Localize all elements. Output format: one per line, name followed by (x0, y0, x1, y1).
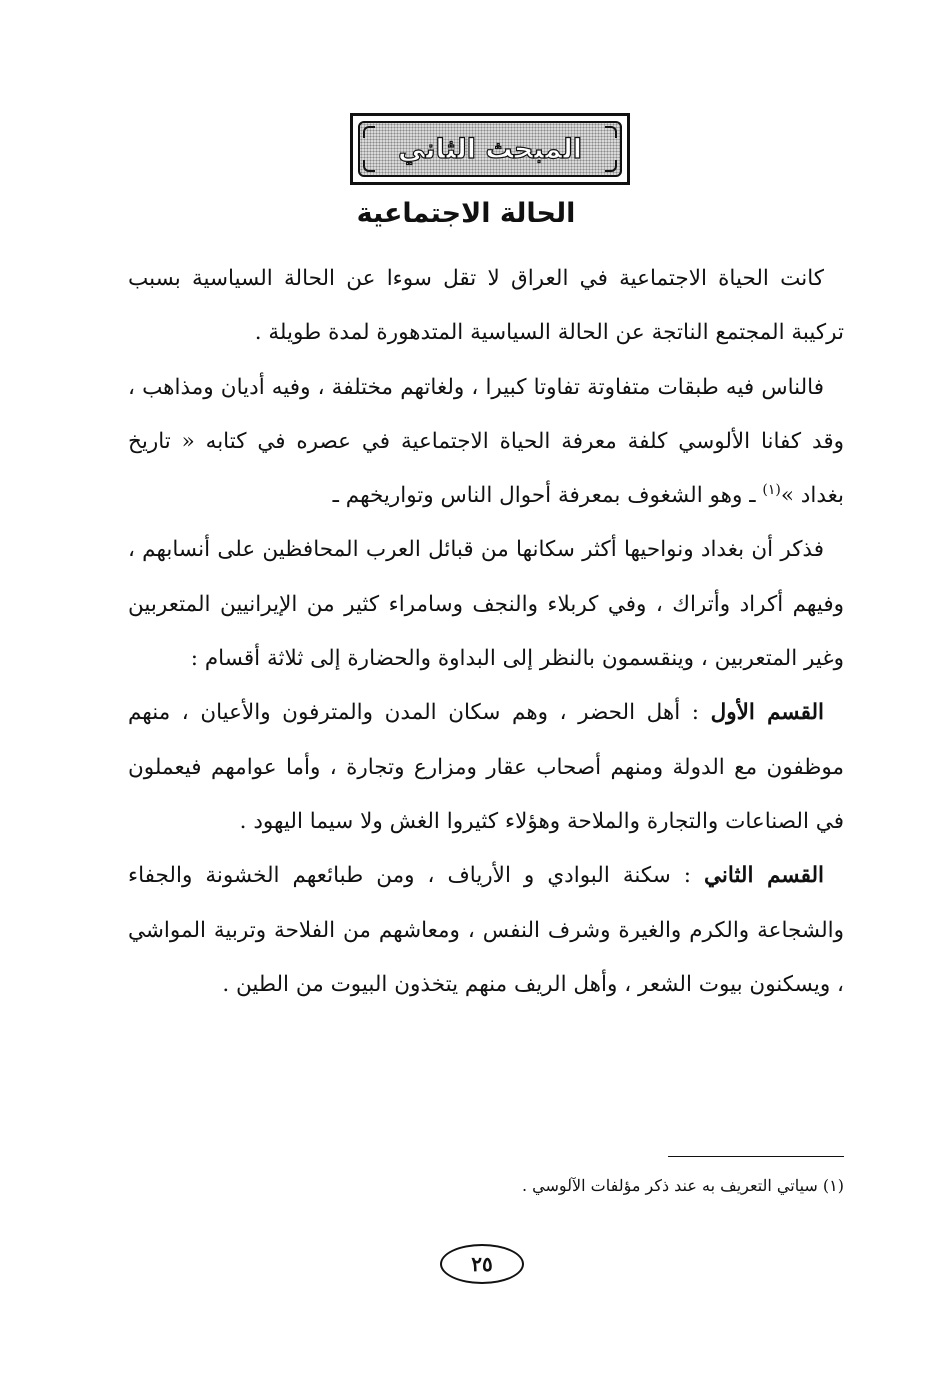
paragraph-3: فذكر أن بغداد ونواحيها أكثر سكانها من قبائل العرب المحافظين على أنسابهم ، وفيهم أكراد وأتراك ، وفي كربلاء والنجف وسامراء كثير من الإيرانيين المتعربين وغير المتعربين ، وينقسمون بالنظر إلى البداوة والحضارة إلى ثلاثة أقسام : (128, 537, 844, 672)
footnote: (١) سياتي التعريف به عند ذكر مؤلفات الآلوسي . (521, 1176, 844, 1195)
chapter-title: الحالة الاجتماعية (356, 198, 576, 229)
section-one-label: القسم الأول (710, 700, 824, 726)
frame-corner-ornament (605, 160, 617, 172)
section-header-frame (358, 121, 622, 177)
paragraph-1: كانت الحياة الاجتماعية في العراق لا تقل سوءا عن الحالة السياسية بسبب تركيبة المجتمع الناتجة عن الحالة السياسية المتدهورة لمدة طويلة . (128, 266, 844, 346)
frame-corner-ornament (363, 160, 375, 172)
page-number: ٢٥ (440, 1244, 524, 1284)
section-one-text: : أهل الحضر ، وهم سكان المدن والمترفون والأعيان ، منهم موظفون مع الدولة ومنهم أصحاب عقار ومزارع وتجارة ، وأما عوامهم فيعملون في الصناعات والتجارة والملاحة وهؤلاء كثيروا الغش ولا سيما اليهود . (128, 700, 844, 834)
section-two-label: القسم الثاني (703, 863, 824, 889)
paragraph-2-text-end: ـ وهو الشغوف بمعرفة أحوال الناس وتواريخهم ـ (332, 483, 763, 509)
footnote-divider (668, 1156, 844, 1157)
footnote-marker[interactable]: (١) (762, 482, 781, 499)
paragraph-2 (128, 361, 844, 524)
paragraph-5 (128, 849, 844, 1012)
section-header-box (350, 113, 630, 185)
body-text (128, 252, 844, 1012)
section-label: المبحث الثاني (398, 133, 582, 165)
section-two-text: : سكنة البوادي و الأرياف ، ومن طبائعهم الخشونة والجفاء والشجاعة والكرم والغيرة وشرف النفس ، ومعاشهم من الفلاحة وتربية المواشي ، ويسكنون بيوت الشعر ، وأهل الريف منهم يتخذون البيوت من الطين . (128, 863, 844, 997)
frame-corner-ornament (363, 126, 375, 138)
frame-corner-ornament (605, 126, 617, 138)
paragraph-4 (128, 686, 844, 849)
paragraph-2-text: فالناس فيه طبقات متفاوتة تفاوتا كبيرا ، ولغاتهم مختلفة ، وفيه أديان ومذاهب ، وقد كفانا الألوسي كلفة معرفة الحياة الاجتماعية في عصره في كتابه « تاريخ بغداد » (128, 374, 844, 509)
